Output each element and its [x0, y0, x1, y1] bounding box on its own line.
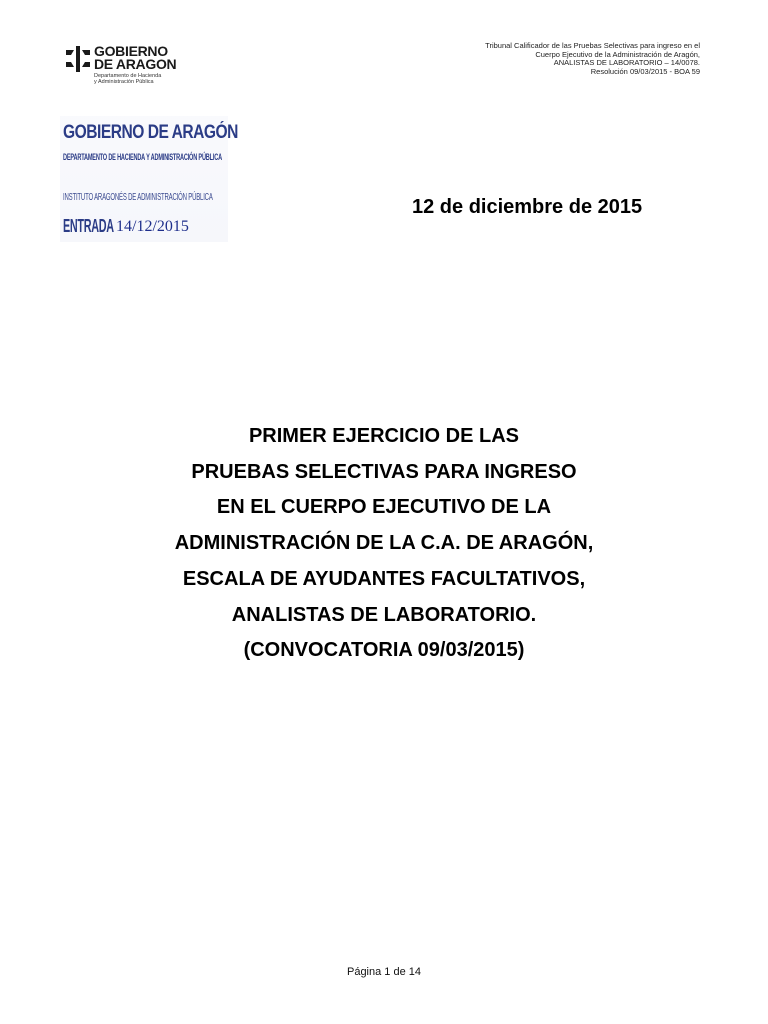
- header-line: Tribunal Calificador de las Pruebas Selectivas para ingreso en el: [485, 41, 700, 50]
- logo-subtitle-1: Departamento de Hacienda: [94, 73, 162, 79]
- stamp-entry-label: ENTRADA: [63, 216, 114, 236]
- gobierno-aragon-logo: [66, 44, 206, 92]
- stamp-entry-date: 14/12/2015: [116, 218, 189, 235]
- logo-line-2: DE ARAGON: [94, 56, 177, 72]
- page-number: Página 1 de 14: [346, 966, 421, 978]
- title-line: (CONVOCATORIA 09/03/2015): [243, 639, 525, 662]
- header-line: ANALISTAS DE LABORATORIO – 14/0078.: [553, 58, 700, 67]
- aragon-emblem-icon: [66, 46, 90, 72]
- document-header: [440, 42, 700, 76]
- title-line: ESCALA DE AYUDANTES FACULTATIVOS,: [182, 567, 586, 590]
- stamp-department: DEPARTAMENTO DE HACIENDA Y ADMINISTRACIÓN PÚBLICA: [63, 152, 222, 162]
- title-line: ANALISTAS DE LABORATORIO.: [231, 603, 537, 626]
- stamp-title: GOBIERNO DE ARAGÓN: [63, 122, 238, 143]
- header-line: Resolución 09/03/2015 - BOA 59: [590, 66, 700, 76]
- logo-line-1: GOBIERNO: [94, 43, 168, 59]
- header-line: Cuerpo Ejecutivo de la Administración de Aragón,: [535, 49, 700, 59]
- document-date: 12 de diciembre de 2015: [412, 196, 643, 218]
- document-title: [0, 419, 768, 669]
- stamp-institute: INSTITUTO ARAGONÉS DE ADMINISTRACIÓN PÚBLICA: [63, 192, 213, 203]
- title-line: EN EL CUERPO EJECUTIVO DE LA: [216, 496, 552, 519]
- title-line: PRUEBAS SELECTIVAS PARA INGRESO: [191, 460, 577, 483]
- title-line: ADMINISTRACIÓN DE LA C.A. DE ARAGÓN,: [174, 532, 594, 555]
- entry-stamp: [60, 116, 238, 246]
- logo-subtitle-2: y Administración Pública: [94, 79, 154, 85]
- title-line: PRIMER EJERCICIO DE LAS: [248, 425, 520, 447]
